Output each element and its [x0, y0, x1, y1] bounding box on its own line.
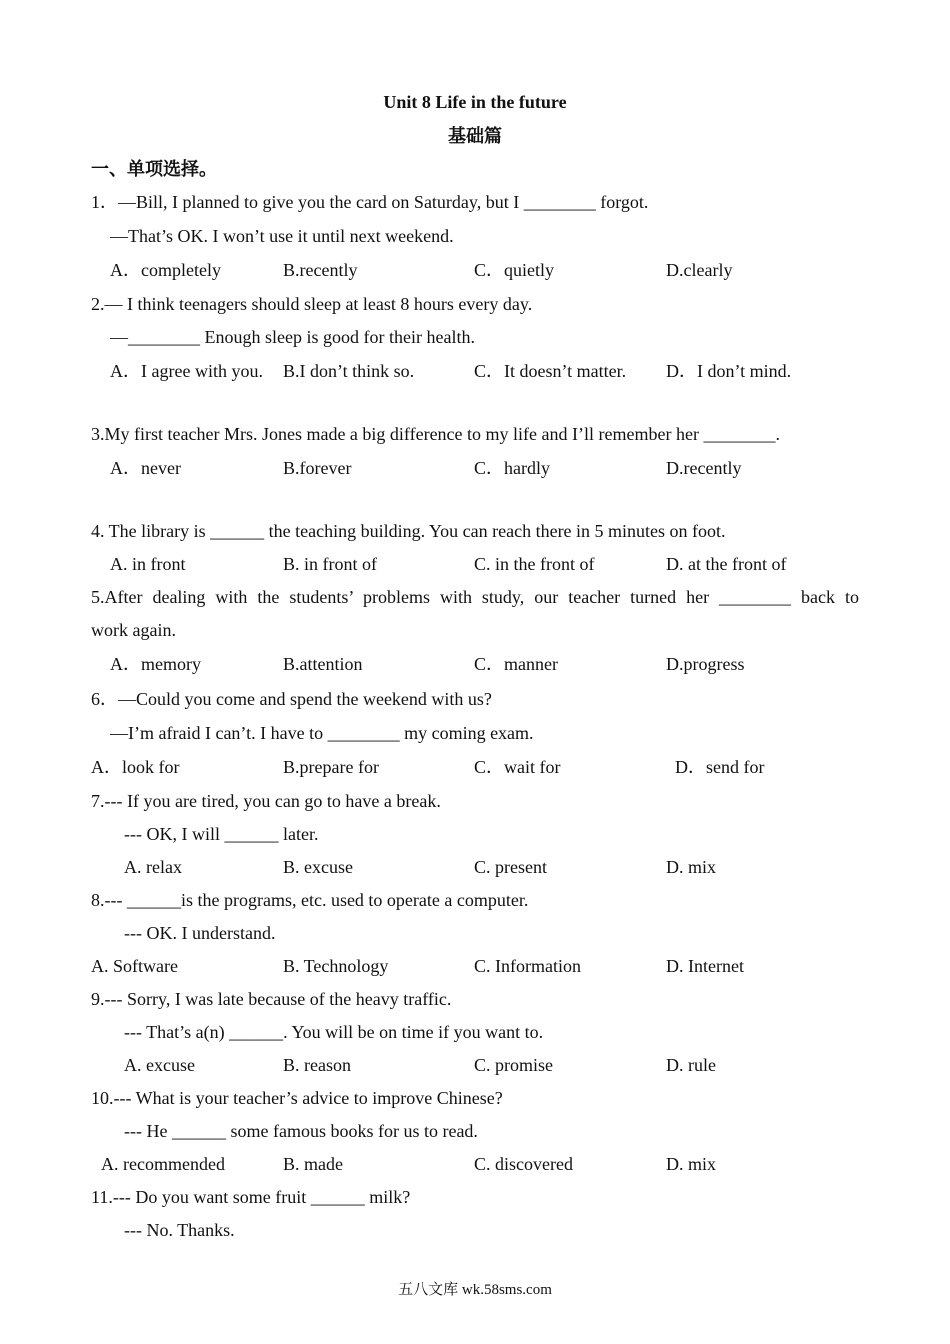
question-5-stem-continued: work again.	[91, 620, 176, 640]
question-6-stem: 6．—Could you come and spend the weekend with us?	[91, 689, 492, 709]
question-4-option-a: A. in front	[110, 554, 186, 574]
question-3-option-d: D.recently	[666, 458, 742, 478]
question-1-option-b: B.recently	[283, 260, 358, 280]
question-6-option-a: A．look for	[91, 757, 180, 777]
question-9-option-d: D. rule	[666, 1055, 716, 1075]
question-3-option-c: C．hardly	[474, 458, 550, 478]
question-1-option-c: C．quietly	[474, 260, 554, 280]
question-5-stem: 5.After dealing with the students’ problems with study, our teacher turned her ________ back to	[91, 587, 859, 607]
question-8-stem: 8.--- ______is the programs, etc. used to operate a computer.	[91, 890, 529, 910]
section-heading: 一、单项选择。	[91, 159, 217, 179]
question-10-reply: --- He ______ some famous books for us to read.	[124, 1121, 478, 1141]
document-title: Unit 8 Life in the future	[383, 92, 567, 112]
question-8-option-c: C. Information	[474, 956, 581, 976]
question-9-option-a: A. excuse	[124, 1055, 195, 1075]
question-4-option-d: D. at the front of	[666, 554, 787, 574]
question-6-reply: —I’m afraid I can’t. I have to ________ my coming exam.	[110, 723, 534, 743]
question-9-reply: --- That’s a(n) ______. You will be on time if you want to.	[124, 1022, 544, 1042]
question-7-reply: --- OK, I will ______ later.	[124, 824, 319, 844]
question-10-option-a: A. recommended	[101, 1154, 225, 1174]
question-11-stem: 11.--- Do you want some fruit ______ milk?	[91, 1187, 411, 1207]
question-6-option-d: D．send for	[675, 757, 765, 777]
question-11-reply: --- No. Thanks.	[124, 1220, 235, 1240]
question-2-stem: 2.— I think teenagers should sleep at least 8 hours every day.	[91, 294, 533, 314]
question-3-option-b: B.forever	[283, 458, 352, 478]
question-5-option-d: D.progress	[666, 654, 745, 674]
question-9-option-c: C. promise	[474, 1055, 553, 1075]
question-10-option-b: B. made	[283, 1154, 343, 1174]
question-10-stem: 10.--- What is your teacher’s advice to improve Chinese?	[91, 1088, 503, 1108]
question-9-option-b: B. reason	[283, 1055, 351, 1075]
question-5-option-b: B.attention	[283, 654, 363, 674]
question-4-stem: 4. The library is ______ the teaching building. You can reach there in 5 minutes on foot.	[91, 521, 726, 541]
question-10-option-d: D. mix	[666, 1154, 717, 1174]
question-6-option-c: C．wait for	[474, 757, 561, 777]
page-footer: 五八文库 wk.58sms.com	[398, 1282, 552, 1298]
question-2-option-a: A．I agree with you.	[110, 361, 263, 381]
question-5-option-a: A．memory	[110, 654, 201, 674]
question-4-option-b: B. in front of	[283, 554, 377, 574]
document-subtitle: 基础篇	[448, 126, 502, 146]
question-2-option-c: C．It doesn’t matter.	[474, 361, 627, 381]
question-10-option-c: C. discovered	[474, 1154, 573, 1174]
question-1-option-d: D.clearly	[666, 260, 733, 280]
question-6-option-b: B.prepare for	[283, 757, 379, 777]
question-1-stem: 1．—Bill, I planned to give you the card on Saturday, but I ________ forgot.	[91, 192, 649, 212]
question-7-option-a: A. relax	[124, 857, 182, 877]
question-3-stem: 3.My first teacher Mrs. Jones made a big difference to my life and I’ll remember her ________.	[91, 424, 780, 444]
question-7-option-b: B. excuse	[283, 857, 353, 877]
question-2-reply: —________ Enough sleep is good for their health.	[110, 327, 475, 347]
question-7-option-d: D. mix	[666, 857, 717, 877]
question-7-stem: 7.--- If you are tired, you can go to have a break.	[91, 791, 441, 811]
question-8-option-d: D. Internet	[666, 956, 744, 976]
question-1-option-a: A．completely	[110, 260, 221, 280]
question-9-stem: 9.--- Sorry, I was late because of the heavy traffic.	[91, 989, 452, 1009]
question-4-option-c: C. in the front of	[474, 554, 595, 574]
question-8-reply: --- OK. I understand.	[124, 923, 276, 943]
question-7-option-c: C. present	[474, 857, 547, 877]
question-8-option-b: B. Technology	[283, 956, 389, 976]
question-3-option-a: A．never	[110, 458, 181, 478]
question-2-option-b: B.I don’t think so.	[283, 361, 415, 381]
question-2-option-d: D．I don’t mind.	[666, 361, 792, 381]
question-8-option-a: A. Software	[91, 956, 178, 976]
question-5-option-c: C．manner	[474, 654, 558, 674]
question-1-reply: —That’s OK. I won’t use it until next weekend.	[110, 226, 454, 246]
